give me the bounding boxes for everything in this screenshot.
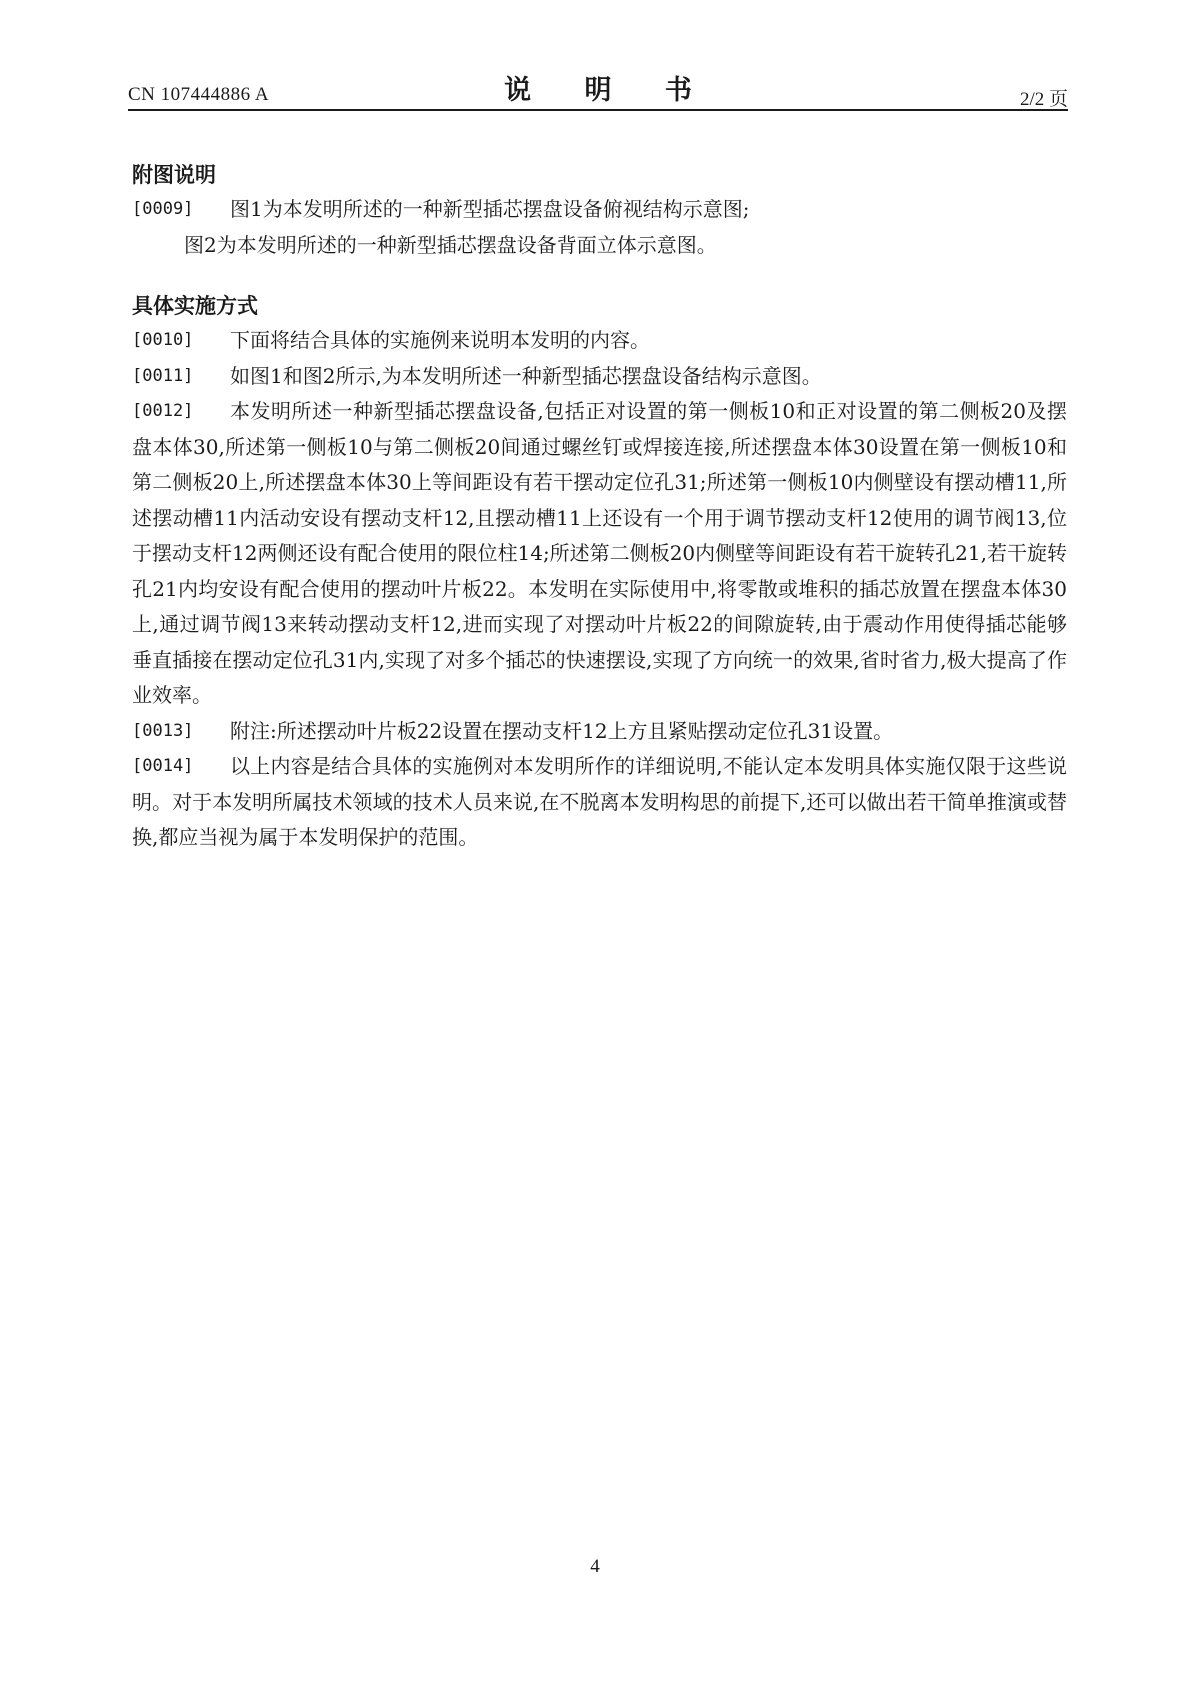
section-heading-figures: 附图说明 <box>132 163 216 187</box>
paragraph-0012 <box>132 394 1067 714</box>
paragraph-text: 如图1和图2所示,为本发明所述一种新型插芯摆盘设备结构示意图。 <box>230 363 822 388</box>
page-number: 4 <box>590 1556 600 1577</box>
paragraph-0013 <box>132 714 1067 750</box>
paragraph-text: 下面将结合具体的实施例来说明本发明的内容。 <box>230 328 650 352</box>
paragraph-0014 <box>132 749 1067 856</box>
paragraph-number: [0011] <box>132 365 194 386</box>
paragraph-0010 <box>132 323 1067 359</box>
paragraph-number: [0013] <box>132 720 194 741</box>
paragraph-number: [0012] <box>132 401 194 421</box>
paragraph-number: [0010] <box>132 330 194 350</box>
header-rule <box>128 109 1068 111</box>
paragraph-0011 <box>132 359 1067 395</box>
paragraph-0009 <box>132 192 1067 228</box>
page-header <box>128 70 1068 110</box>
page-indicator: 2/2 页 <box>1019 89 1068 110</box>
section-gap <box>132 263 1067 289</box>
document-body <box>132 158 1067 856</box>
paragraph-number: [0014] <box>132 756 194 776</box>
paragraph-continuation <box>132 228 1067 264</box>
doc-number: CN 107444886 A <box>128 84 270 105</box>
paragraph-number: [0009] <box>132 199 194 219</box>
paragraph-text: 图2为本发明所述的一种新型插芯摆盘设备背面立体示意图。 <box>184 232 717 257</box>
paragraph-text: 以上内容是结合具体的实施例对本发明所作的详细说明,不能认定本发明具体实施仅限于这些说明。对于本发明所属技术领域的技术人员来说,在不脱离本发明构思的前提下,还可以做出若干简单推演或替换,都应当视为属于本发明保护的范围。 <box>132 754 1067 849</box>
paragraph-text: 附注:所述摆动叶片板22设置在摆动支杆12上方且紧贴摆动定位孔31设置。 <box>230 718 894 743</box>
section-heading-embodiments: 具体实施方式 <box>132 294 258 318</box>
paragraph-text: 图1为本发明所述的一种新型插芯摆盘设备俯视结构示意图; <box>230 197 750 221</box>
paragraph-text: 本发明所述一种新型插芯摆盘设备,包括正对设置的第一侧板10和正对设置的第二侧板20及摆盘本体30,所述第一侧板10与第二侧板20间通过螺丝钉或焊接连接,所述摆盘本体30设置在第一侧板10和第二侧板20上,所述摆盘本体30上等间距设有若干摆动定位孔31;所述第一侧板10内侧壁设有摆动槽11,所述摆动槽11内活动安设有摆动支杆12,且摆动槽11上还设有一个用于调节摆动支杆12使用的调节阀13,位于摆动支杆12两侧还设有配合使用的限位柱14;所述第二侧板20内侧壁等间距设有若干旋转孔21,若干旋转孔21内均安设有配合使用的摆动叶片板22。本发明在实际使用中,将零散或堆积的插芯放置在摆盘本体30上,通过调节阀13来转动摆动支杆12,进而实现了对摆动叶片板22的间隙旋转,由于震动作用使得插芯能够垂直插接在摆动定位孔31内,实现了对多个插芯的快速摆设,实现了方向统一的效果,省时省力,极大提高了作业效率。 <box>132 399 1067 707</box>
doc-title: 说 明 书 <box>504 75 714 106</box>
